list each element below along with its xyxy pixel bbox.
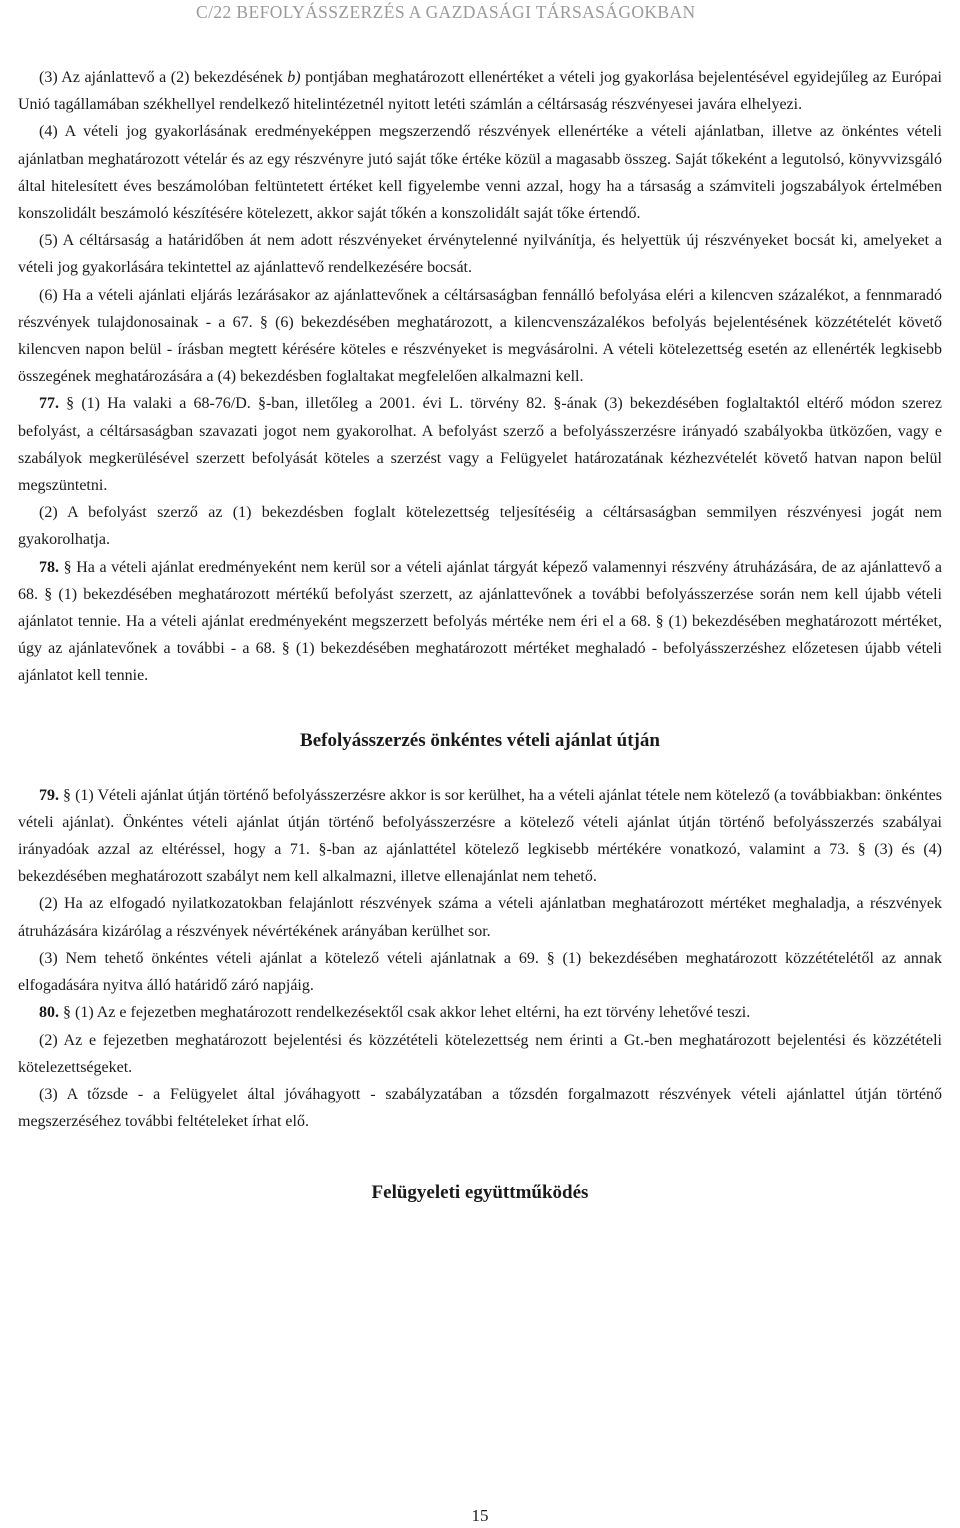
section-number: 80. xyxy=(39,1004,59,1022)
paragraph-text: § (1) Vételi ajánlat útján történő befolyásszerzésre akkor is sor kerülhet, ha a vételi ajánlat tétele nem kötelező (a továbbiakban: önkéntes vételi ajánlat). Önkéntes vételi ajánlat útján történő befolyásszerzésre a kötelező vételi ajánlat útján történő befolyásszerzés szabályai irányadóak azzal az eltéréssel, hogy a 71. §-ban az ajánlattétel kötelező legkisebb mértékére vonatkozó, valamint a 73. § (3) és (4) bekezdésében meghatározott szabályt nem kell alkalmazni, illetve ellenajánlat nem tehető. xyxy=(18,786,942,886)
paragraph-text: § (1) Ha valaki a 68-76/D. §-ban, illetőleg a 2001. évi L. törvény 82. §-ának (3) bekezdésében foglaltaktól eltérő módon szerez befolyást, a céltársaságban szavazati jogot nem gyakorolhat. A befolyást szerző a befolyásszerzésre irányadó szabályokba ütközően, vagy e szabályok megkerülésével szerzett befolyását köteles a szerzést vagy a Felügyelet határozatának kézhezvételét követő hatvan napon belül megszüntetni. xyxy=(18,395,942,495)
section-number: 77. xyxy=(39,395,59,413)
paragraph-emphasis: b) xyxy=(287,69,301,86)
running-header: C/22 BEFOLYÁSSZERZÉS A GAZDASÁGI TÁRSASÁGOKBAN xyxy=(196,2,696,22)
paragraph-text: § (1) Az e fejezetben meghatározott rendelkezésektől csak akkor lehet eltérni, ha ezt törvény lehetővé teszi. xyxy=(59,1004,751,1022)
section-paragraph xyxy=(18,390,942,499)
section-paragraph xyxy=(18,999,942,1026)
section-heading: Befolyásszerzés önkéntes vételi ajánlat útján xyxy=(300,729,660,751)
paragraph: (2) Az e fejezetben meghatározott bejelentési és közzétételi kötelezettség nem érinti a Gt.-ben meghatározott bejelentési és közzétételi kötelezettségeket. xyxy=(18,1031,942,1076)
document-body xyxy=(18,64,942,1219)
paragraph xyxy=(18,64,942,118)
paragraph: (2) Ha az elfogadó nyilatkozatokban felajánlott részvények száma a vételi ajánlatban meghatározott mértéket meghaladja, a részvények átruházására kizárólag a részvények névértékének arányában kerülhet sor. xyxy=(18,895,942,940)
section-number: 79. xyxy=(39,786,59,804)
paragraph-text: § Ha a vételi ajánlat eredményeként nem kerül sor a vételi ajánlat tárgyát képező valamennyi részvény átruházására, de az ajánlattevő a 68. § (1) bekezdésében meghatározott mértékű befolyást szerzett, az ajánlattevőnek a további befolyásszerzése során nem kell újabb vételi ajánlatot tennie. Ha a vételi ajánlat eredményeként megszerzett befolyás mértéke nem éri el a 68. § (1) bekezdésében meghatározott mértéket, úgy az ajánlatevőnek a további - a 68. § (1) bekezdésében meghatározott mértéket meghaladó - befolyásszerzéshez előzetesen újabb vételi ajánlatot kell tennie. xyxy=(18,558,942,685)
section-paragraph xyxy=(18,554,942,690)
paragraph: (4) A vételi jog gyakorlásának eredményeképpen megszerzendő részvények ellenértéke a vételi ajánlatban, illetve az önkéntes vételi ajánlatban meghatározott vételár és az egy részvényre jutó saját tőke értéke közül a magasabb összeg. Saját tőkeként a legutolsó, könyvvizsgáló által hitelesített éves beszámolóban feltüntetett értéket kell figyelembe venni azzal, hogy ha a társaság a számviteli jogszabályok értelmében konszolidált beszámoló készítésére kötelezett, akkor saját tőkén a konszolidált saját tőke értendő. xyxy=(18,123,942,223)
paragraph: (3) Nem tehető önkéntes vételi ajánlat a kötelező vételi ajánlatnak a 69. § (1) bekezdésében meghatározott közzétételétől az annak elfogadására nyitva álló határidő záró napjáig. xyxy=(18,949,942,995)
paragraph-text: (3) Az ajánlattevő a (2) bekezdésének xyxy=(39,69,288,86)
paragraph: (3) A tőzsde - a Felügyelet által jóváhagyott - szabályzatában a tőzsdén forgalmazott részvények vételi ajánlattel útján történő megszerzéséhez további feltételeket írhat elő. xyxy=(18,1085,942,1131)
section-heading: Felügyeleti együttműködés xyxy=(371,1182,589,1204)
paragraph-text: pontjában meghatározott ellenértéket a vételi jog gyakorlása bejelentésével egyidejűleg az Európai Unió tagállamában székhellyel rendelkező hitelintézetnél nyitott letéti számlán a céltársaság részvényesei javára elhelyezi. xyxy=(18,69,942,114)
section-paragraph xyxy=(18,782,942,891)
section-number: 78. xyxy=(39,558,59,576)
page-number: 15 xyxy=(471,1506,489,1525)
paragraph: (2) A befolyást szerző az (1) bekezdésben foglalt kötelezettség teljesítéséig a céltársaságban semmilyen részvényesi jogát nem gyakorolhatja. xyxy=(18,504,942,549)
paragraph: (5) A céltársaság a határidőben át nem adott részvényeket érvénytelenné nyilvánítja, és helyettük új részvényeket bocsát ki, amelyeket a vételi jog gyakorlására tekintettel az ajánlattevő rendelkezésére bocsát. xyxy=(18,232,942,277)
paragraph: (6) Ha a vételi ajánlati eljárás lezárásakor az ajánlattevőnek a céltársaságban fennálló befolyása eléri a kilencven százalékot, a fennmaradó részvények tulajdonosainak - a 67. § (6) bekezdésében meghatározott, a kilencvenszázalékos befolyás bejelentésének közzétételét követő kilencven napon belül - írásban megtett kérésére köteles e részvényeket is megvásárolni. A vételi kötelezettség esetén az ellenérték legkisebb összegének meghatározására a (4) bekezdésben foglaltakat megfelelően alkalmazni kell. xyxy=(18,286,942,386)
